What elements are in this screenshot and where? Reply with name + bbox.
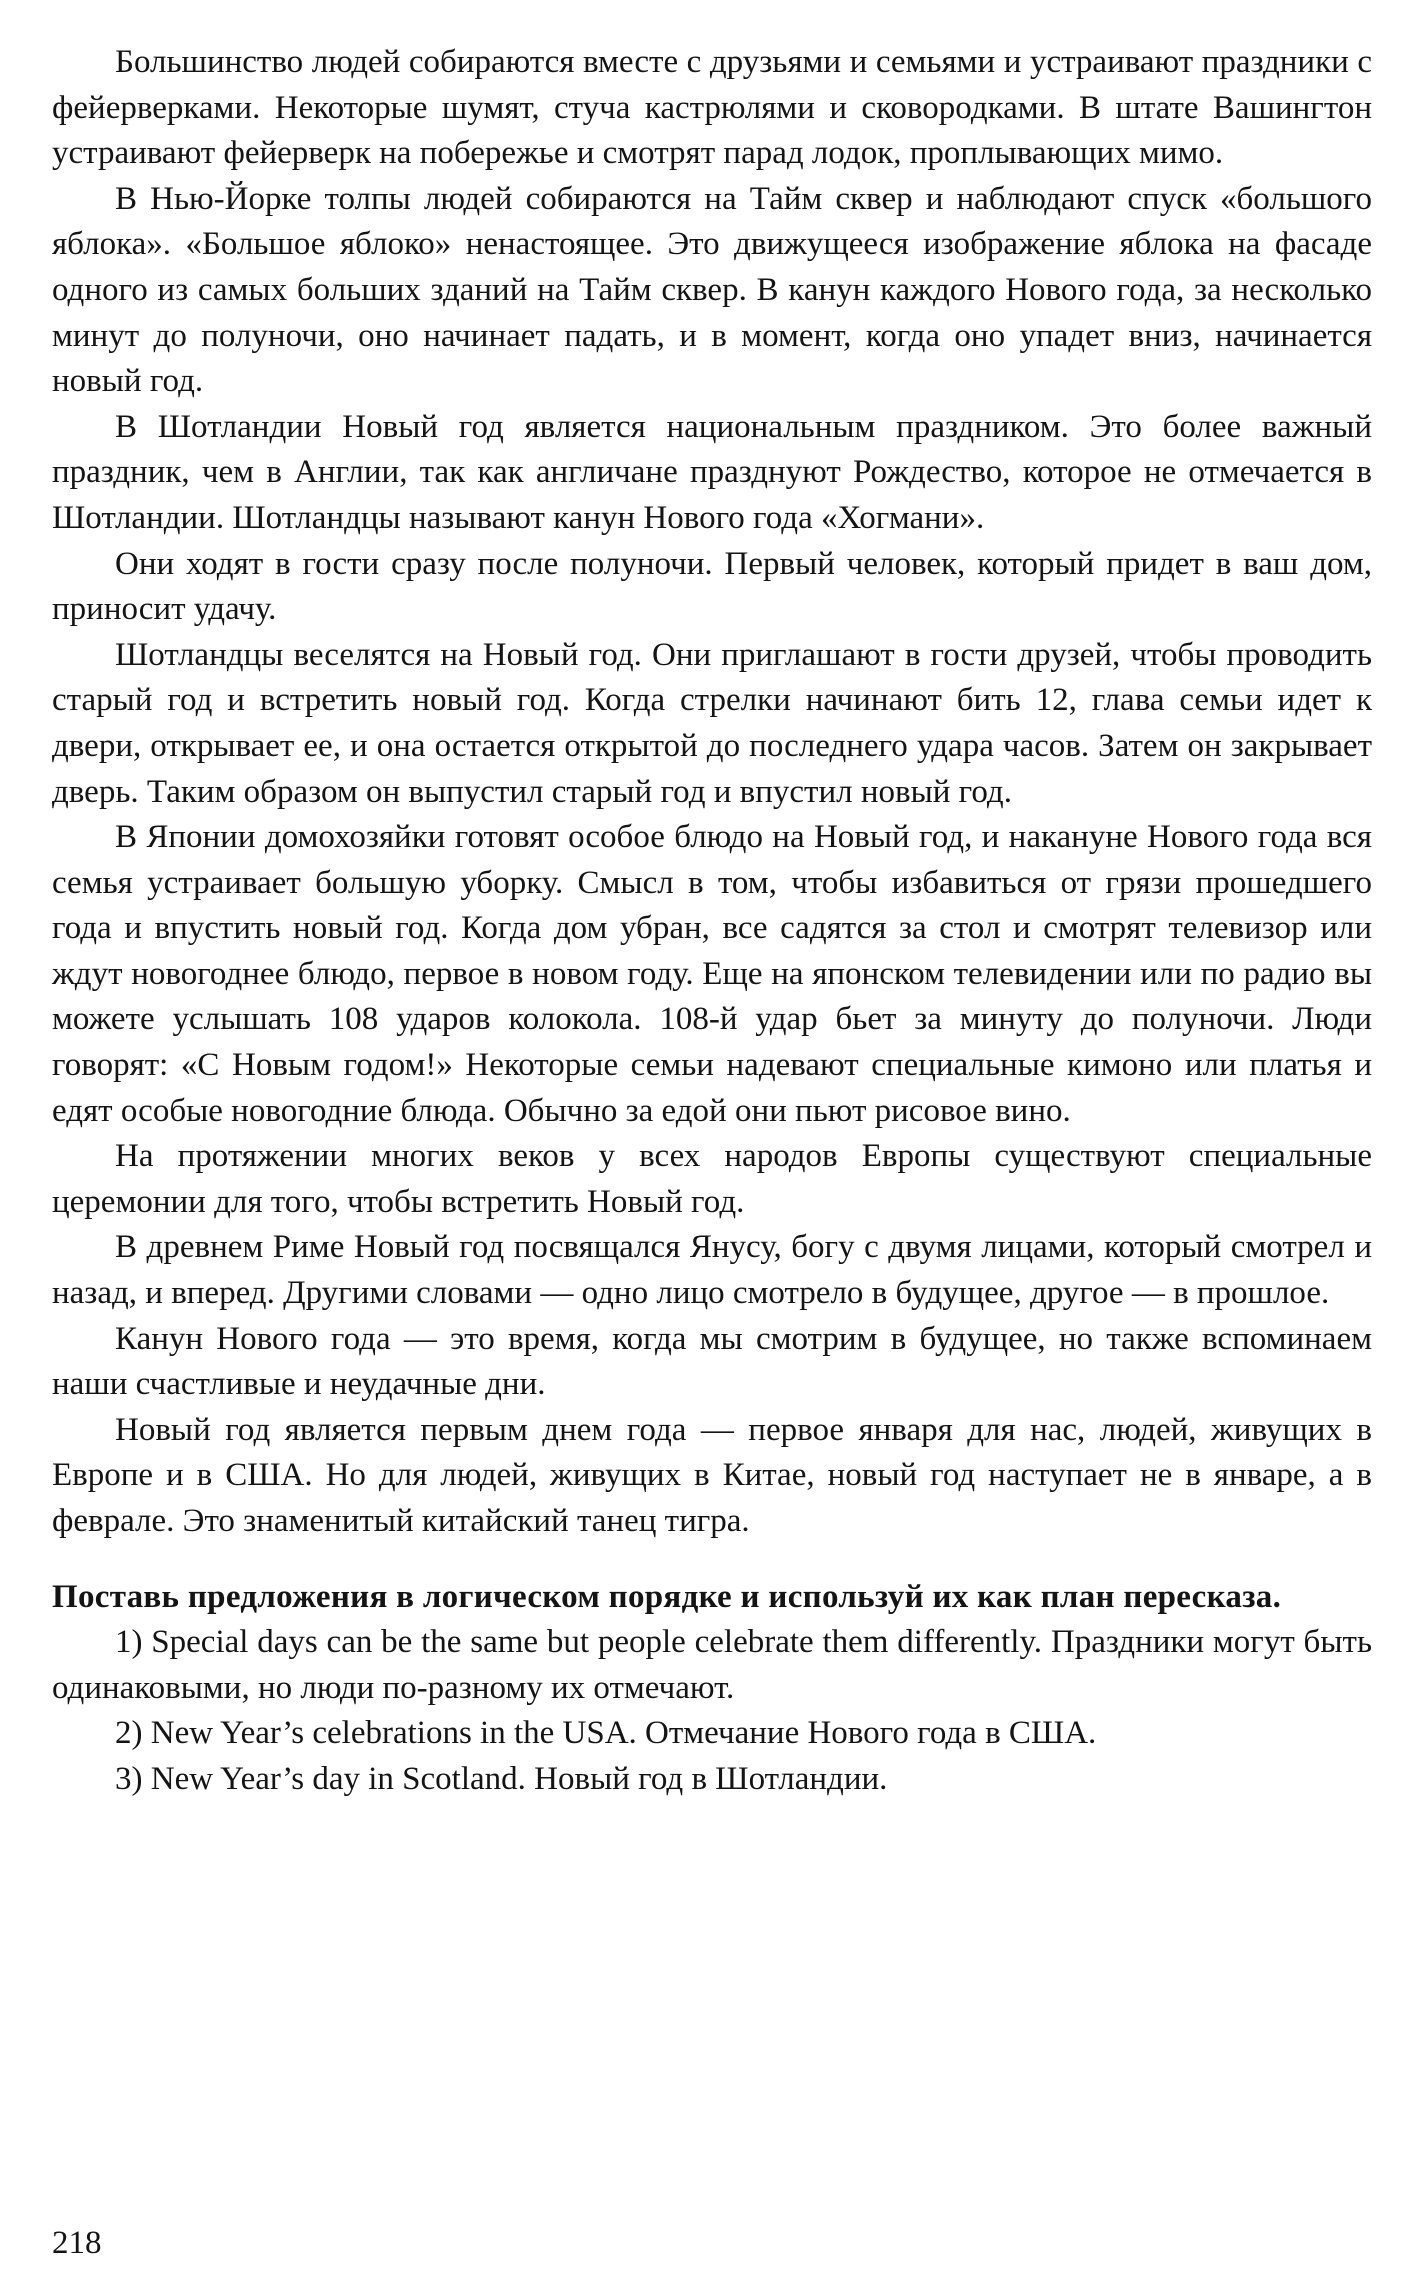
paragraph-rome: В древнем Риме Новый год посвящался Янусу, богу с двумя лицами, который смотрел и назад, и вперед. Другими словами — одно лицо смотрело в будущее, другое — в прошлое. — [52, 1229, 1372, 1312]
paragraph-europe: На протяжении многих веков у всех народов Европы существуют специальные церемонии для того, чтобы встретить Новый год. — [52, 1138, 1372, 1220]
paragraph-scots-celebrate: Шотландцы веселятся на Новый год. Они приглашают в гости друзей, чтобы проводить старый год и встретить новый год. Когда стрелки начинают бить 12, глава семьи идет к двери, открывает ее, и она остается открытой до последнего удара часов. Затем он закрывает дверь. Таким образом он выпустил старый год и впустил новый год. — [52, 636, 1372, 810]
plan-item: 3) New Year’s day in Scotland. Новый год в Шотландии. — [115, 1760, 888, 1797]
paragraph-new-years-eve: Канун Нового года — это время, когда мы смотрим в будущее, но также вспоминаем наши счастливые и неудачные дни. — [52, 1320, 1372, 1403]
paragraph-scotland: В Шотландии Новый год является национальным праздником. Это более важный праздник, чем в Англии, так как англичане празднуют Рождество, которое не отмечается в Шотландии. Шотландцы называют канун Нового года «Хогмани». — [52, 408, 1372, 536]
task-heading: Поставь предложения в логическом порядке и используй их как план пересказа. — [52, 1578, 1282, 1615]
paragraph-china: Новый год является первым днем года — первое января для нас, людей, живущих в Европе и в США. Но для людей, живущих в Китае, новый год наступает не в январе, а в феврале. Это знаменитый китайский танец тигра. — [52, 1411, 1372, 1539]
paragraph-new-york: В Нью-Йорке толпы людей собираются на Тайм сквер и наблюдают спуск «большого яблока». «Большое яблоко» ненастоящее. Это движущееся изображение яблока на фасаде одного из самых больших зданий на Тайм сквер. В канун каждого Нового года, за несколько минут до полуночи, оно начинает падать, и в момент, когда оно упадет вниз, начинается новый год. — [52, 180, 1372, 400]
plan-item: 1) Special days can be the same but people celebrate them differently. Праздники могут быть одинаковыми, но люди по-разному их отмечают. — [52, 1624, 1372, 1706]
paragraph-first-footing: Они ходят в гости сразу после полуночи. Первый человек, который придет в ваш дом, приносит удачу. — [52, 545, 1372, 628]
paragraph-fireworks: Большинство людей собираются вместе с друзьями и семьями и устраивают праздники с фейерверками. Некоторые шумят, стуча кастрюлями и сковородками. В штате Вашингтон устраивают фейерверк на побережье и смотрят парад лодок, проплывающих мимо. — [52, 44, 1372, 172]
plan-list — [52, 1620, 1372, 1802]
plan-item: 2) New Year’s celebrations in the USA. Отмечание Нового года в США. — [115, 1715, 1097, 1752]
page-number: 218 — [52, 2225, 102, 2261]
page-body — [52, 40, 1372, 1803]
paragraph-japan: В Японии домохозяйки готовят особое блюдо на Новый год, и накануне Нового года вся семья устраивает большую уборку. Смысл в том, чтобы избавиться от грязи прошедшего года и впустить новый год. Когда дом убран, все садятся за стол и смотрят телевизор или ждут новогоднее блюдо, первое в новом году. Еще на японском телевидении или по радио вы можете услышать 108 ударов колокола. 108-й удар бьет за минуту до полуночи. Люди говорят: «С Новым годом!» Некоторые семьи надевают специальные кимоно или платья и едят особые новогодние блюда. Обычно за едой они пьют рисовое вино. — [52, 819, 1372, 1129]
